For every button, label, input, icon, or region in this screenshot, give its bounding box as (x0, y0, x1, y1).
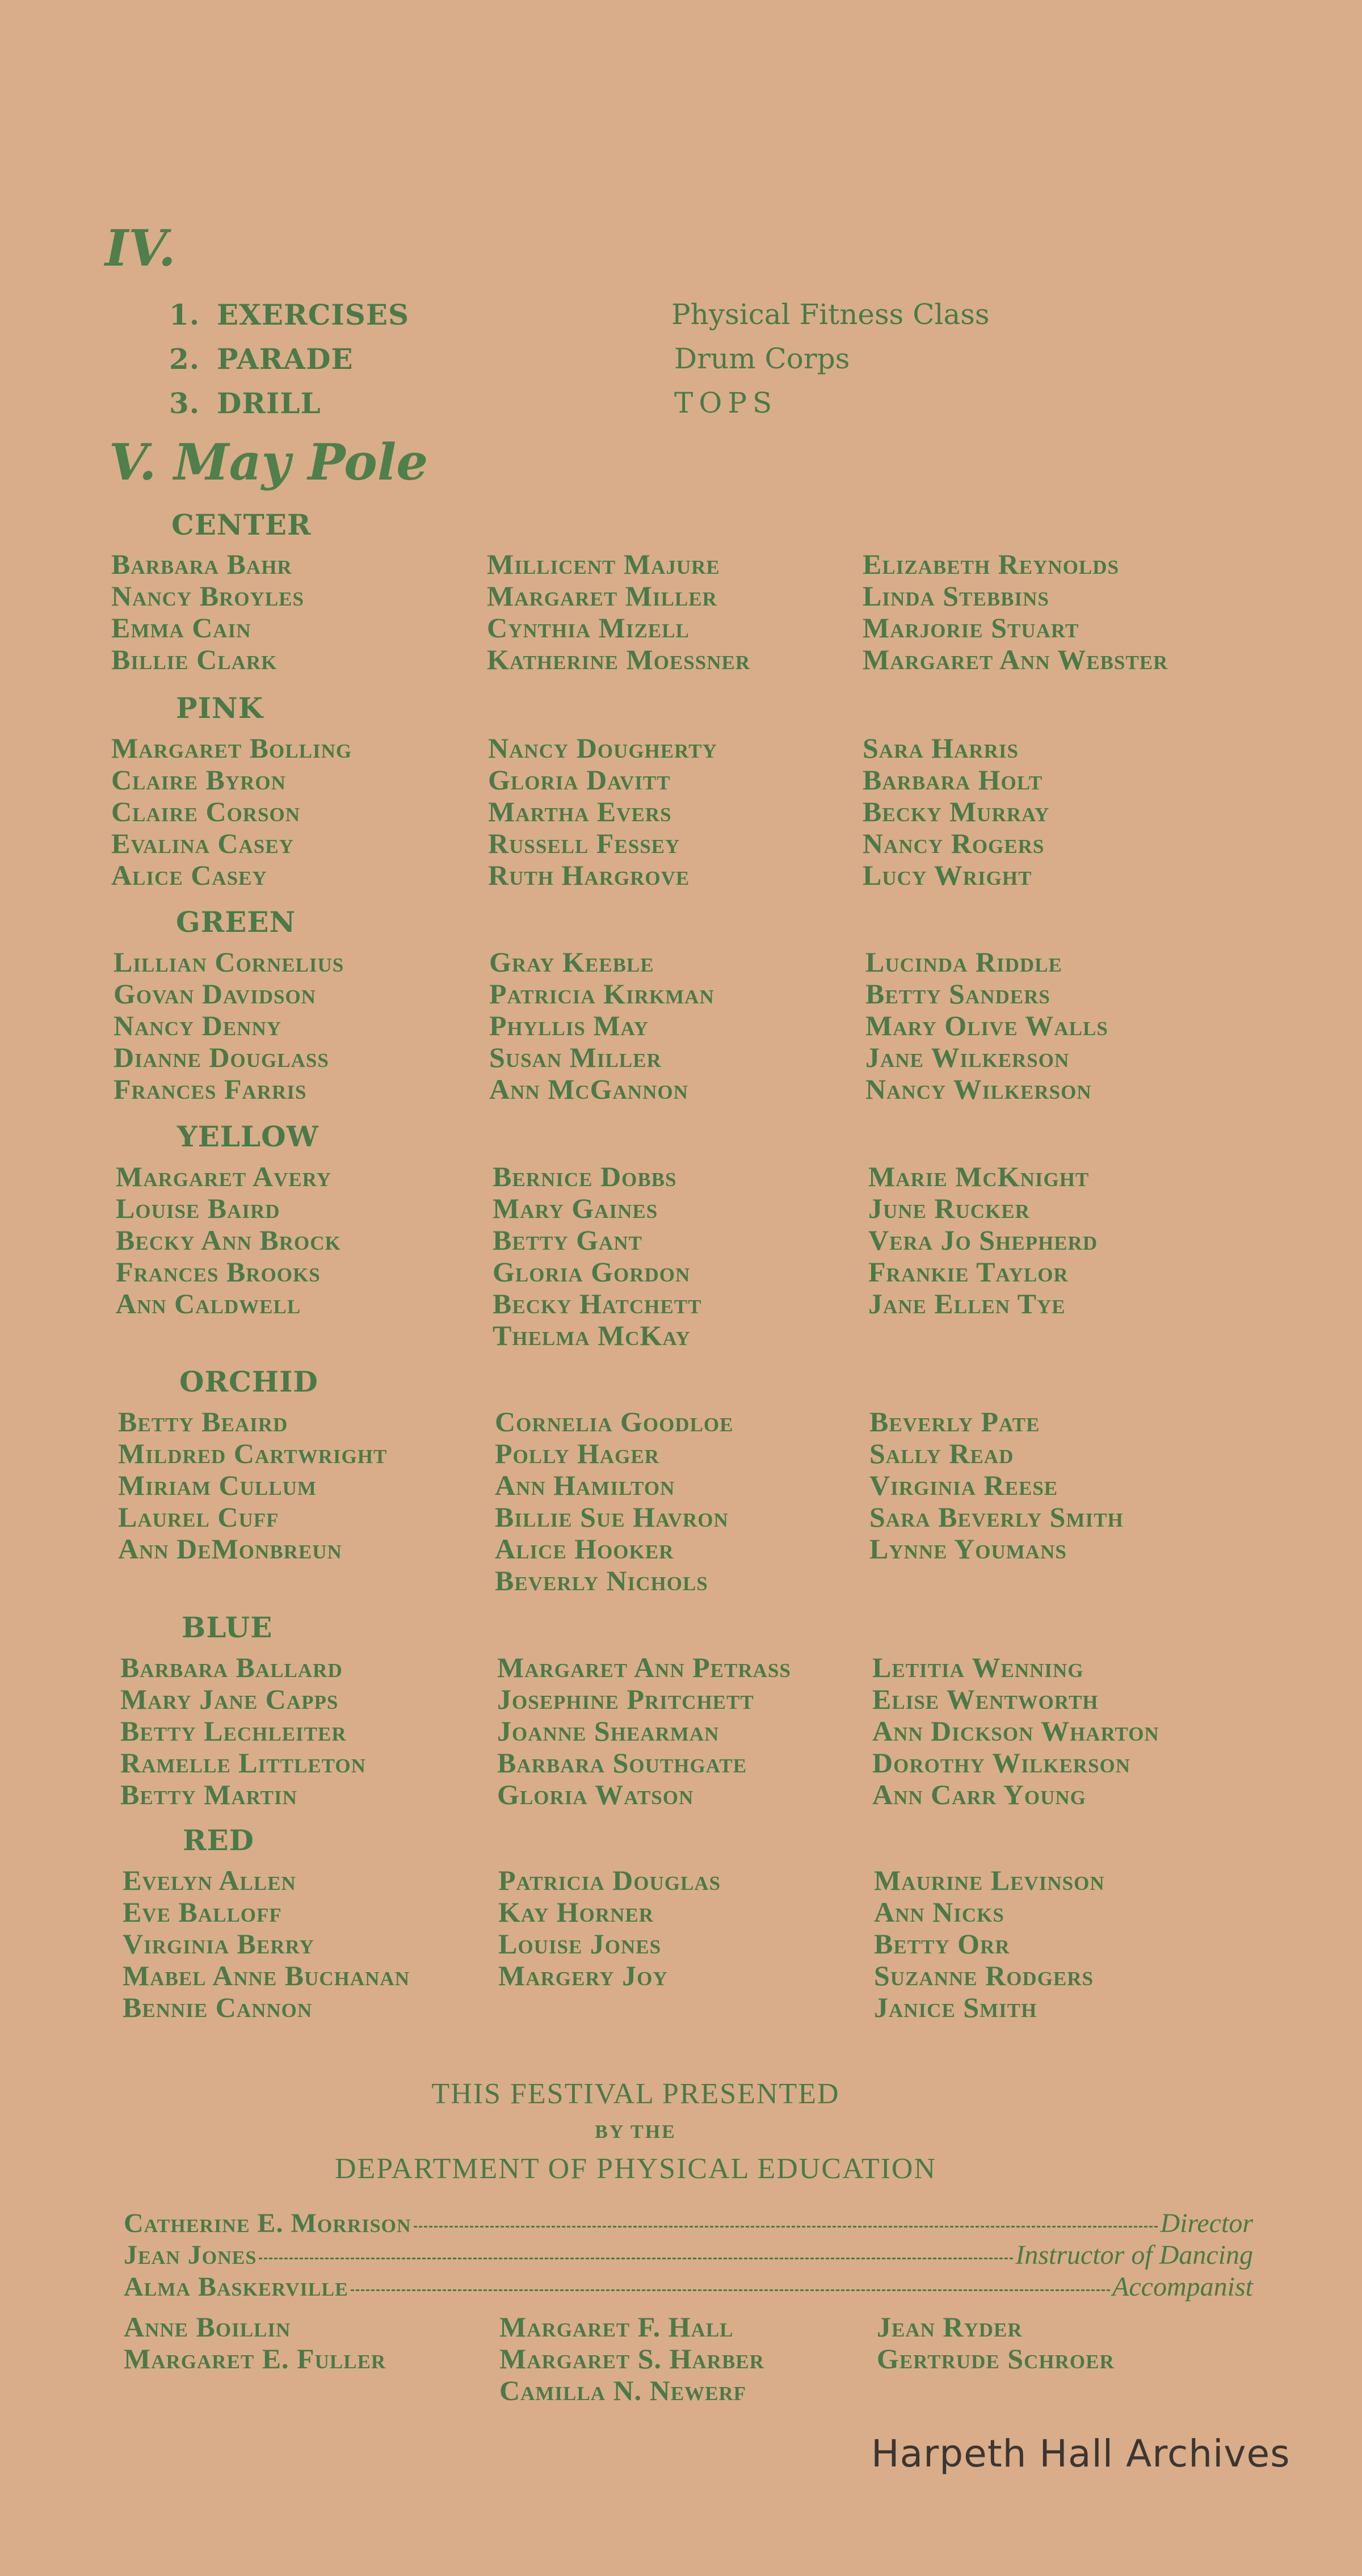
participant-name: Barbara Southgate (497, 1747, 747, 1779)
archive-watermark: Harpeth Hall Archives (871, 2432, 1290, 2476)
name-column (111, 548, 304, 675)
program-item-desc: TOPS (674, 386, 778, 419)
dotted-leader (351, 2289, 1110, 2291)
name-column (111, 732, 352, 891)
program-item-desc: Drum Corps (674, 342, 850, 375)
section-four-numeral: IV. (105, 218, 176, 278)
participant-name: Beverly Nichols (495, 1565, 708, 1596)
program-item-desc: Physical Fitness Class (671, 298, 990, 331)
participant-name: Gloria Davitt (488, 764, 671, 796)
name-column (863, 732, 1049, 891)
staff-name: Catherine E. Morrison (124, 2208, 411, 2238)
participant-name: Sara Harris (863, 732, 1019, 764)
participant-name: Virginia Berry (123, 1928, 314, 1960)
name-column (498, 1864, 721, 1991)
assistant-column (124, 2311, 386, 2375)
participant-name: Ann Hamilton (495, 1469, 675, 1501)
name-column (495, 1406, 734, 1596)
participant-name: Betty Beaird (118, 1406, 288, 1438)
group-heading: GREEN (176, 905, 296, 939)
program-item-name: DRILL (217, 386, 321, 420)
participant-name: Margaret Ann Petrass (497, 1652, 791, 1683)
festival-line-3: DEPARTMENT OF PHYSICAL EDUCATION (334, 2153, 937, 2185)
assistant-name: Margaret E. Fuller (124, 2343, 386, 2375)
participant-name: Dorothy Wilkerson (872, 1747, 1131, 1779)
participant-name: Billie Clark (111, 644, 278, 675)
participant-name: Laurel Cuff (118, 1501, 279, 1533)
festival-line-1: THIS FESTIVAL PRESENTED (431, 2078, 840, 2110)
participant-name: Evalina Casey (111, 827, 294, 859)
participant-name: Nancy Rogers (863, 827, 1045, 859)
name-column (868, 1161, 1098, 1319)
participant-name: Patricia Kirkman (489, 978, 714, 1010)
participant-name: Claire Byron (111, 764, 286, 796)
participant-name: Patricia Douglas (498, 1864, 721, 1896)
participant-name: Ann McGannon (489, 1073, 688, 1105)
staff-role: Accompanist (1112, 2272, 1253, 2302)
participant-name: Lucinda Riddle (865, 946, 1062, 978)
participant-name: Eve Balloff (123, 1896, 282, 1928)
participant-name: Phyllis May (489, 1010, 649, 1041)
participant-name: Ann Caldwell (116, 1288, 301, 1319)
participant-name: Barbara Ballard (120, 1652, 343, 1683)
participant-name: Betty Sanders (865, 978, 1050, 1010)
participant-name: Linda Stebbins (863, 580, 1049, 612)
name-column (865, 946, 1108, 1105)
participant-name: Margaret Ann Webster (863, 644, 1168, 675)
participant-name: Margery Joy (498, 1960, 668, 1991)
name-column (116, 1161, 341, 1319)
participant-name: Ann Carr Young (872, 1779, 1086, 1810)
participant-name: Lucy Wright (863, 859, 1032, 891)
participant-name: Betty Lechleiter (120, 1715, 347, 1747)
participant-name: Alice Hooker (495, 1533, 674, 1565)
name-column (869, 1406, 1124, 1565)
participant-name: Barbara Holt (863, 764, 1043, 796)
participant-name: Becky Ann Brock (116, 1224, 341, 1256)
participant-name: Emma Cain (111, 612, 251, 644)
participant-name: Beverly Pate (869, 1406, 1040, 1438)
name-column (497, 1652, 791, 1810)
participant-name: Nancy Denny (114, 1010, 281, 1041)
section-five-title: V. May Pole (109, 432, 428, 491)
participant-name: Katherine Moessner (487, 644, 751, 675)
participant-name: Polly Hager (495, 1438, 660, 1469)
name-column (487, 548, 750, 675)
name-column (863, 548, 1168, 675)
participant-name: Ramelle Littleton (120, 1747, 366, 1779)
participant-name: Cynthia Mizell (487, 612, 690, 644)
participant-name: Mabel Anne Buchanan (123, 1960, 410, 1991)
program-item-number: 1. (169, 298, 200, 331)
participant-name: Billie Sue Havron (495, 1501, 729, 1533)
program-item-number: 3. (169, 386, 200, 420)
participant-name: Ruth Hargrove (488, 859, 690, 891)
participant-name: Evelyn Allen (123, 1864, 296, 1896)
participant-name: Bennie Cannon (123, 1991, 313, 2023)
participant-name: Ann Nicks (874, 1896, 1004, 1928)
staff-line (124, 2271, 1253, 2302)
participant-name: Marie McKnight (868, 1161, 1090, 1192)
participant-name: Mary Jane Capps (120, 1683, 339, 1715)
participant-name: Elizabeth Reynolds (863, 548, 1120, 580)
participant-name: Betty Gant (493, 1224, 642, 1256)
participant-name: Gloria Gordon (493, 1256, 691, 1288)
program-item-name: PARADE (217, 342, 354, 376)
group-heading: CENTER (171, 508, 312, 541)
participant-name: Mary Olive Walls (865, 1010, 1108, 1041)
assistant-column (877, 2311, 1115, 2375)
participant-name: Becky Hatchett (493, 1288, 702, 1319)
participant-name: Elise Wentworth (872, 1683, 1099, 1715)
assistant-name: Camilla N. Newerf (499, 2375, 747, 2406)
participant-name: Louise Baird (116, 1192, 280, 1224)
participant-name: Martha Evers (488, 796, 672, 827)
participant-name: Ann Dickson Wharton (872, 1715, 1159, 1747)
name-column (120, 1652, 366, 1810)
participant-name: Govan Davidson (114, 978, 316, 1010)
participant-name: Gray Keeble (489, 946, 654, 978)
group-heading: PINK (176, 691, 264, 725)
participant-name: Lillian Cornelius (114, 946, 344, 978)
name-column (493, 1161, 701, 1351)
name-column (114, 946, 344, 1105)
participant-name: Frankie Taylor (868, 1256, 1069, 1288)
participant-name: Miriam Cullum (118, 1469, 317, 1501)
name-column (874, 1864, 1105, 2023)
staff-name: Jean Jones (124, 2240, 257, 2270)
participant-name: Margaret Avery (116, 1161, 332, 1192)
name-column (489, 946, 714, 1105)
participant-name: Vera Jo Shepherd (868, 1224, 1098, 1256)
group-heading: BLUE (182, 1611, 273, 1644)
participant-name: Becky Murray (863, 796, 1050, 827)
name-column (118, 1406, 387, 1565)
participant-name: Barbara Bahr (111, 548, 292, 580)
participant-name: Frances Farris (114, 1073, 307, 1105)
dotted-leader (259, 2258, 1013, 2259)
participant-name: Nancy Wilkerson (865, 1073, 1092, 1105)
participant-name: Sally Read (869, 1438, 1014, 1469)
participant-name: Alice Casey (111, 859, 267, 891)
participant-name: Margaret Bolling (111, 732, 352, 764)
assistant-name: Gertrude Schroer (877, 2343, 1115, 2375)
staff-name: Alma Baskerville (124, 2272, 348, 2302)
assistant-name: Anne Boillin (124, 2311, 291, 2343)
participant-name: Jane Wilkerson (865, 1041, 1070, 1073)
group-heading: ORCHID (179, 1365, 318, 1398)
participant-name: Russell Fessey (488, 827, 680, 859)
staff-role: Director (1160, 2208, 1253, 2238)
participant-name: Susan Miller (489, 1041, 662, 1073)
group-heading: YELLOW (177, 1120, 319, 1153)
group-heading: RED (183, 1823, 255, 1857)
participant-name: Frances Brooks (116, 1256, 321, 1288)
program-item-name: EXERCISES (217, 298, 410, 331)
name-column (872, 1652, 1159, 1810)
participant-name: Nancy Dougherty (488, 732, 717, 764)
participant-name: Millicent Majure (487, 548, 720, 580)
participant-name: Ann DeMonbreun (118, 1533, 342, 1565)
name-column (123, 1864, 410, 2023)
assistant-name: Jean Ryder (877, 2311, 1023, 2343)
participant-name: Nancy Broyles (111, 580, 304, 612)
participant-name: Virginia Reese (869, 1469, 1058, 1501)
participant-name: Thelma McKay (493, 1319, 691, 1351)
festival-line-2: BY THE (595, 2121, 676, 2142)
participant-name: Louise Jones (498, 1928, 662, 1960)
participant-name: Jane Ellen Tye (868, 1288, 1066, 1319)
staff-role: Instructor of Dancing (1015, 2240, 1253, 2270)
participant-name: Joanne Shearman (497, 1715, 720, 1747)
participant-name: Claire Corson (111, 796, 301, 827)
participant-name: Marjorie Stuart (863, 612, 1079, 644)
assistant-column (499, 2311, 764, 2406)
assistant-name: Margaret F. Hall (499, 2311, 734, 2343)
participant-name: Suzanne Rodgers (874, 1960, 1094, 1991)
staff-line (124, 2239, 1253, 2271)
assistant-name: Margaret S. Harber (499, 2343, 764, 2375)
participant-name: Maurine Levinson (874, 1864, 1105, 1896)
participant-name: Kay Horner (498, 1896, 654, 1928)
dotted-leader (414, 2226, 1158, 2228)
participant-name: Cornelia Goodloe (495, 1406, 734, 1438)
participant-name: Dianne Douglass (114, 1041, 329, 1073)
name-column (488, 732, 717, 891)
participant-name: Lynne Youmans (869, 1533, 1067, 1565)
participant-name: June Rucker (868, 1192, 1030, 1224)
participant-name: Josephine Pritchett (497, 1683, 754, 1715)
participant-name: Mary Gaines (493, 1192, 658, 1224)
participant-name: Betty Orr (874, 1928, 1010, 1960)
participant-name: Margaret Miller (487, 580, 717, 612)
program-item-number: 2. (169, 342, 200, 376)
participant-name: Gloria Watson (497, 1779, 694, 1810)
staff-line (124, 2208, 1253, 2239)
participant-name: Betty Martin (120, 1779, 297, 1810)
participant-name: Bernice Dobbs (493, 1161, 677, 1192)
participant-name: Letitia Wenning (872, 1652, 1084, 1683)
participant-name: Janice Smith (874, 1991, 1037, 2023)
participant-name: Mildred Cartwright (118, 1438, 388, 1469)
participant-name: Sara Beverly Smith (869, 1501, 1124, 1533)
